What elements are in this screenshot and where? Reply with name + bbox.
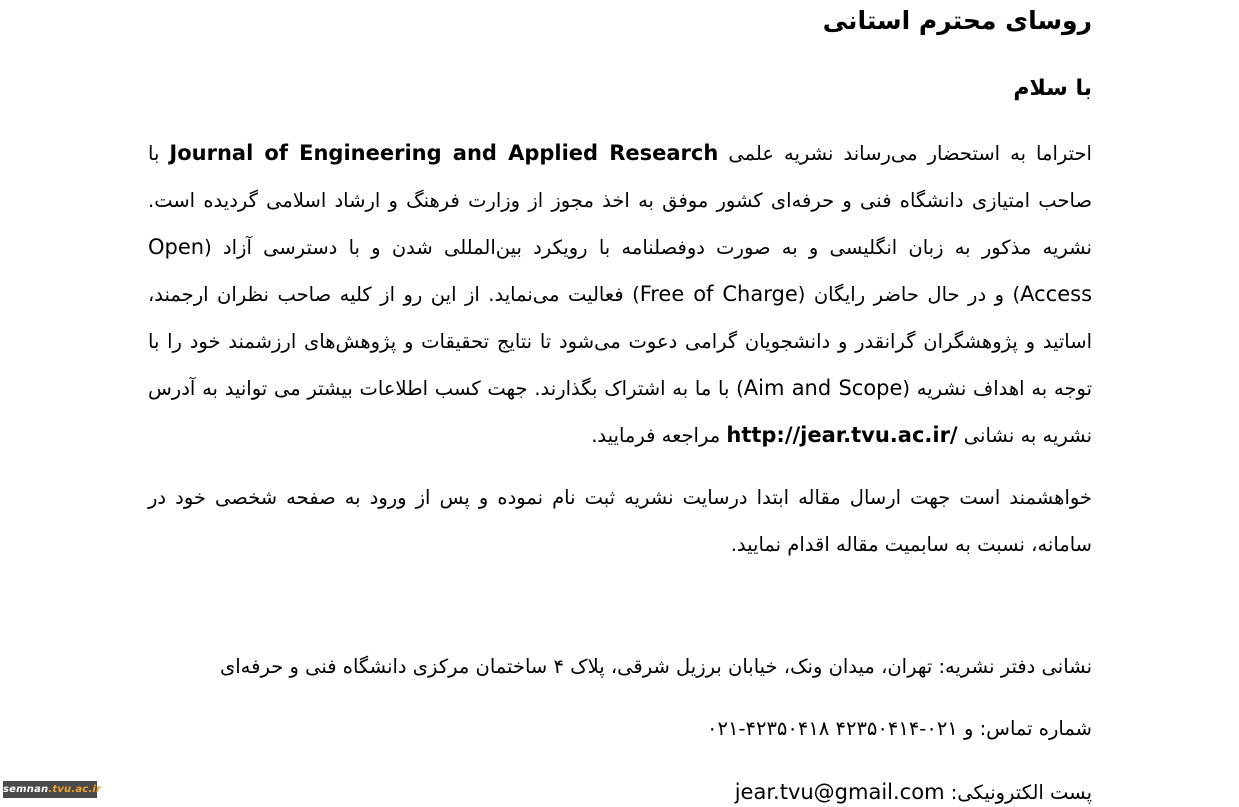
intro-paragraph bbox=[148, 130, 1092, 459]
intro-text-5: ) با ما به اشتراک بگذارند. جهت کسب اطلاعات بیشتر می توانید به آدرس نشریه به نشانی bbox=[148, 377, 1092, 447]
submission-paragraph: خواهشمند است جهت ارسال مقاله ابتدا درسایت نشریه ثبت نام نموده و پس از ورود به صفحه شخصی خود در سامانه، نسبت به سابمیت مقاله اقدام نمایید. bbox=[148, 486, 1092, 556]
watermark-name: semnan bbox=[3, 784, 49, 795]
journal-name: Journal of Engineering and Applied Research bbox=[169, 141, 719, 165]
greeting: با سلام bbox=[1013, 76, 1092, 101]
intro-text-1: احتراما به استحضار می‌رساند نشریه علمی bbox=[718, 142, 1092, 165]
email-label: پست الکترونیکی: bbox=[944, 781, 1092, 804]
intro-text-4: ) فعالیت می‌نماید. از این رو از کلیه صاحب نظران ارجمند، اساتید و پژوهشگران گرانقدر و دانشجویان گرامی دعوت می‌شود تا نتایج تحقیقات و پژوهش‌های ارزشمند خود را با توجه به اهداف نشریه ( bbox=[148, 283, 1093, 400]
phone-numbers bbox=[707, 717, 973, 740]
phone-line bbox=[707, 717, 1092, 740]
intro-text-6: مراجعه فرمایید. bbox=[591, 424, 727, 447]
email-line bbox=[735, 780, 1092, 804]
email-address[interactable]: jear.tvu@gmail.com bbox=[734, 780, 945, 804]
intro-text-2: با صاحب امتیازی دانشگاه فنی و حرفه‌ای کشور موفق به اخذ مجوز از وزارت فرهنگ و ارشاد اسلامی گردیده است. نشریه مذکور به زبان انگلیسی و به صورت دوفصلنامه با رویکرد بین‌المللی شدن و با دسترسی آزاد ( bbox=[148, 142, 1092, 259]
open-access-term: Open Access bbox=[148, 235, 1093, 306]
watermark-domain: .tvu.ac.ir bbox=[48, 784, 102, 795]
office-address: نشانی دفتر نشریه: تهران، میدان ونک، خیابان برزیل شرقی، پلاک ۴ ساختمان مرکزی دانشگاه فنی و حرفه‌ای bbox=[220, 655, 1092, 678]
phone-number-2: ۰۲۱-۴۲۳۵۰۴۱۴ bbox=[835, 717, 958, 740]
free-of-charge-term: Free of Charge bbox=[639, 282, 798, 306]
journal-url-link[interactable]: http://jear.tvu.ac.ir/ bbox=[726, 423, 958, 447]
phone-number-1: ۰۲۱-۴۲۳۵۰۴۱۸ bbox=[707, 717, 830, 740]
site-watermark bbox=[3, 781, 102, 798]
intro-text-3: ) و در حال حاضر رایگان ( bbox=[797, 283, 1021, 306]
aim-and-scope-term: Aim and Scope bbox=[743, 376, 903, 400]
phone-label: شماره تماس: bbox=[973, 717, 1092, 740]
phone-joiner: و bbox=[829, 717, 974, 740]
letter-title: روسای محترم استانی bbox=[822, 6, 1092, 35]
